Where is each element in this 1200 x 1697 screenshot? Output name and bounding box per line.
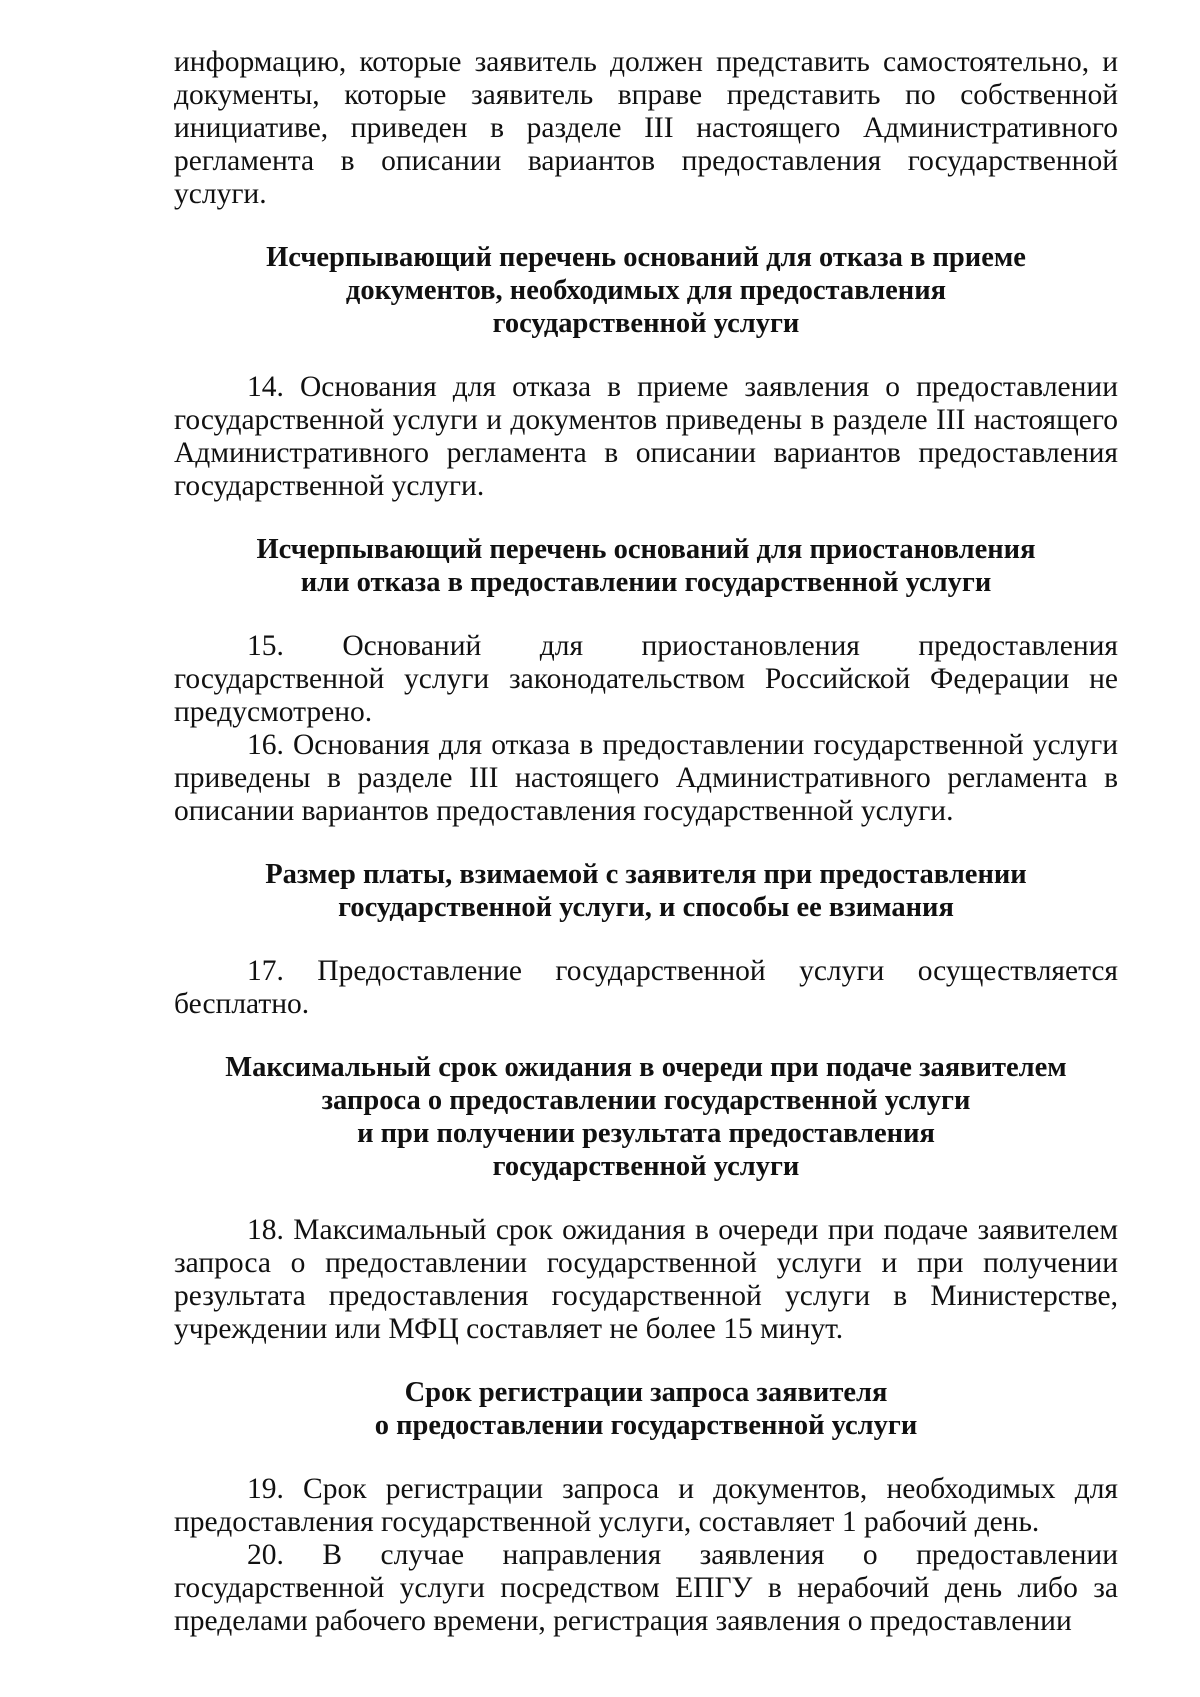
paragraph-15: 15. Оснований для приостановления предоставления государственной услуги законодательством Российской Федерации не предусмотрено. — [174, 630, 1118, 728]
paragraph-19: 19. Срок регистрации запроса и документов, необходимых для предоставления государственной услуги, составляет 1 рабочий день. — [174, 1473, 1118, 1538]
intro-paragraph: информацию, которые заявитель должен представить самостоятельно, и документы, которые заявитель вправе представить по собственной инициативе, приведен в разделе III настоящего Административного регламента в описании вариантов предоставления государственной услуги. — [174, 46, 1118, 210]
heading-line: Срок регистрации запроса заявителя — [404, 1377, 888, 1408]
heading-line: Исчерпывающий перечень оснований для приостановления — [256, 534, 1036, 565]
section-heading — [174, 241, 1118, 340]
paragraph-14: 14. Основания для отказа в приеме заявления о предоставлении государственной услуги и документов приведены в разделе III настоящего Административного регламента в описании вариантов предоставления государственной услуги. — [174, 371, 1118, 502]
paragraph-17: 17. Предоставление государственной услуги осуществляется бесплатно. — [174, 955, 1118, 1020]
section-registration-time — [174, 1376, 1118, 1638]
heading-line: государственной услуги — [492, 308, 800, 339]
paragraph-18: 18. Максимальный срок ожидания в очереди при подаче заявителем запроса о предоставлении государственной услуги и при получении результата предоставления государственной услуги в Министерстве, учреждении или МФЦ составляет не более 15 минут. — [174, 1214, 1118, 1345]
heading-line: или отказа в предоставлении государственной услуги — [300, 567, 992, 598]
heading-line: и при получении результата предоставления — [357, 1118, 935, 1149]
section-heading — [174, 1376, 1118, 1442]
paragraph-16: 16. Основания для отказа в предоставлении государственной услуги приведены в разделе III настоящего Административного регламента в описании вариантов предоставления государственной услуги. — [174, 729, 1118, 827]
section-suspension-refusal — [174, 533, 1118, 828]
heading-line: документов, необходимых для предоставления — [345, 275, 947, 306]
heading-line: запроса о предоставлении государственной услуги — [321, 1085, 971, 1116]
section-queue-time — [174, 1051, 1118, 1346]
section-refusal-acceptance — [174, 241, 1118, 503]
heading-line: государственной услуги, и способы ее взимания — [338, 892, 954, 923]
paragraph-20: 20. В случае направления заявления о предоставлении государственной услуги посредством ЕПГУ в нерабочий день либо за пределами рабочего времени, регистрация заявления о предоставлении — [174, 1539, 1118, 1637]
section-heading — [174, 858, 1118, 924]
heading-line: Исчерпывающий перечень оснований для отказа в приеме — [266, 242, 1026, 273]
document-page — [174, 46, 1118, 1638]
heading-line: о предоставлении государственной услуги — [374, 1410, 918, 1441]
section-heading — [174, 1051, 1118, 1183]
heading-line: Максимальный срок ожидания в очереди при подаче заявителем — [225, 1052, 1067, 1083]
heading-line: Размер платы, взимаемой с заявителя при предоставлении — [265, 859, 1027, 890]
section-heading — [174, 533, 1118, 599]
section-fee — [174, 858, 1118, 1021]
heading-line: государственной услуги — [492, 1151, 800, 1182]
